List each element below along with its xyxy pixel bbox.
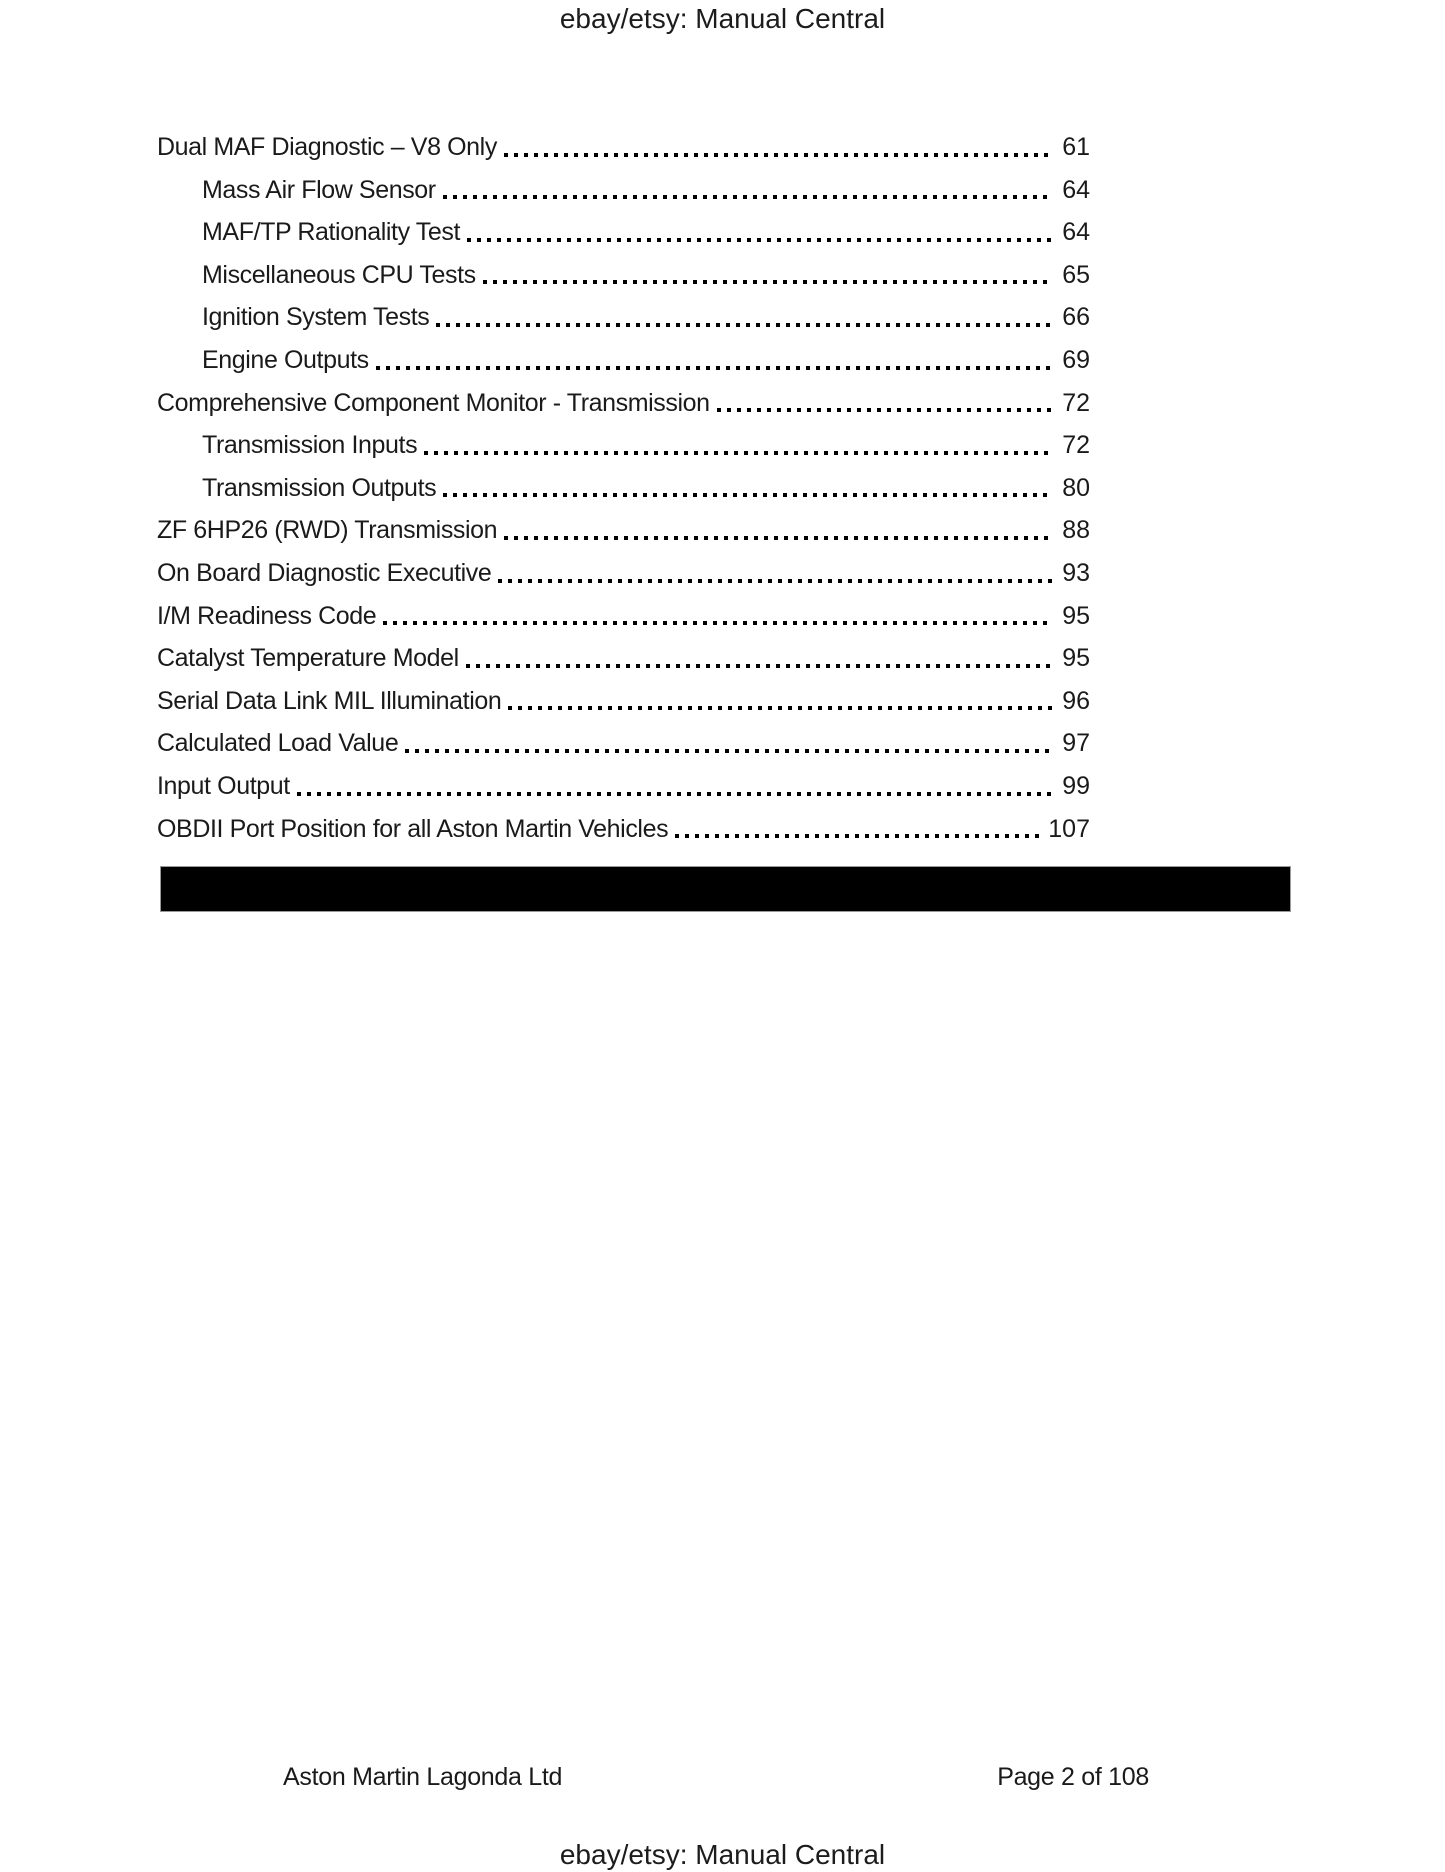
redacted-bar bbox=[160, 866, 1291, 912]
toc-page-number: 99 bbox=[1062, 771, 1090, 800]
toc-entry bbox=[157, 424, 1090, 467]
footer-page-indicator: Page 2 of 108 bbox=[997, 1763, 1149, 1791]
dot-leader bbox=[504, 536, 1053, 540]
toc-entry-label: Mass Air Flow Sensor bbox=[202, 175, 436, 204]
toc-page-number: 61 bbox=[1062, 133, 1090, 161]
toc-entry-label: Input Output bbox=[157, 771, 290, 800]
toc-entry-label: Calculated Load Value bbox=[157, 729, 399, 758]
toc-entry bbox=[157, 637, 1090, 680]
toc-page-number: 95 bbox=[1062, 601, 1090, 630]
dot-leader bbox=[467, 238, 1053, 242]
toc-page-number: 72 bbox=[1062, 431, 1090, 460]
dot-leader bbox=[675, 834, 1039, 838]
toc-entry bbox=[157, 169, 1090, 212]
dot-leader bbox=[424, 451, 1053, 455]
toc-entry-label: Dual MAF Diagnostic – V8 Only bbox=[157, 133, 497, 161]
dot-leader bbox=[498, 579, 1053, 583]
toc-page-number: 69 bbox=[1062, 345, 1090, 374]
dot-leader bbox=[504, 153, 1053, 157]
toc-entry-label: Miscellaneous CPU Tests bbox=[202, 260, 476, 289]
toc-page-number: 97 bbox=[1062, 729, 1090, 758]
toc-entry-label: Transmission Inputs bbox=[202, 431, 418, 460]
footer-company: Aston Martin Lagonda Ltd bbox=[283, 1763, 563, 1791]
toc-entry-label: Comprehensive Component Monitor - Transmission bbox=[157, 388, 710, 417]
toc-entry bbox=[157, 808, 1090, 851]
toc-entry-label: Engine Outputs bbox=[202, 345, 369, 374]
toc-entry bbox=[157, 296, 1090, 339]
toc-page-number: 80 bbox=[1062, 473, 1090, 502]
toc-page-number: 66 bbox=[1062, 303, 1090, 332]
dot-leader bbox=[466, 664, 1053, 668]
toc-entry bbox=[157, 509, 1090, 552]
dot-leader bbox=[443, 195, 1053, 199]
toc-entry-label: Catalyst Temperature Model bbox=[157, 644, 459, 673]
dot-leader bbox=[383, 621, 1053, 625]
toc-entry bbox=[157, 339, 1090, 382]
toc-page-number: 93 bbox=[1062, 558, 1090, 587]
toc-entry-label: MAF/TP Rationality Test bbox=[202, 218, 461, 247]
toc-entry-label: Transmission Outputs bbox=[202, 473, 437, 502]
toc-page-number: 64 bbox=[1062, 218, 1090, 247]
dot-leader bbox=[717, 408, 1054, 412]
toc-page-number: 88 bbox=[1062, 516, 1090, 545]
toc-entry-label: Serial Data Link MIL Illumination bbox=[157, 686, 502, 715]
dot-leader bbox=[443, 493, 1053, 497]
toc-entry-label: ZF 6HP26 (RWD) Transmission bbox=[157, 516, 498, 545]
bottom-watermark: ebay/etsy: Manual Central bbox=[559, 1839, 886, 1870]
toc-entry bbox=[157, 211, 1090, 254]
toc-entry-label: OBDII Port Position for all Aston Martin Vehicles bbox=[157, 814, 669, 843]
dot-leader bbox=[483, 280, 1053, 284]
toc-page-number: 96 bbox=[1062, 686, 1090, 715]
toc-entry bbox=[157, 680, 1090, 723]
toc-page-number: 64 bbox=[1062, 175, 1090, 204]
dot-leader bbox=[297, 792, 1053, 796]
dot-leader bbox=[405, 749, 1053, 753]
toc-page-number: 95 bbox=[1062, 644, 1090, 673]
dot-leader bbox=[508, 706, 1053, 710]
header-watermark: ebay/etsy: Manual Central bbox=[559, 3, 886, 34]
toc-entry bbox=[157, 595, 1090, 638]
toc-entry bbox=[157, 382, 1090, 425]
toc-page-number: 72 bbox=[1062, 388, 1090, 417]
toc-entry bbox=[157, 126, 1090, 169]
toc-entry-label: On Board Diagnostic Executive bbox=[157, 558, 492, 587]
table-of-contents bbox=[157, 126, 1090, 850]
dot-leader bbox=[376, 366, 1053, 370]
toc-page-number: 107 bbox=[1048, 814, 1090, 843]
dot-leader bbox=[436, 323, 1053, 327]
toc-entry-label: I/M Readiness Code bbox=[157, 601, 377, 630]
toc-entry bbox=[157, 552, 1090, 595]
toc-entry bbox=[157, 254, 1090, 297]
toc-entry bbox=[157, 765, 1090, 808]
toc-page-number: 65 bbox=[1062, 260, 1090, 289]
toc-entry bbox=[157, 467, 1090, 510]
toc-entry bbox=[157, 722, 1090, 765]
toc-entry-label: Ignition System Tests bbox=[202, 303, 430, 332]
page-footer bbox=[283, 1763, 1149, 1792]
